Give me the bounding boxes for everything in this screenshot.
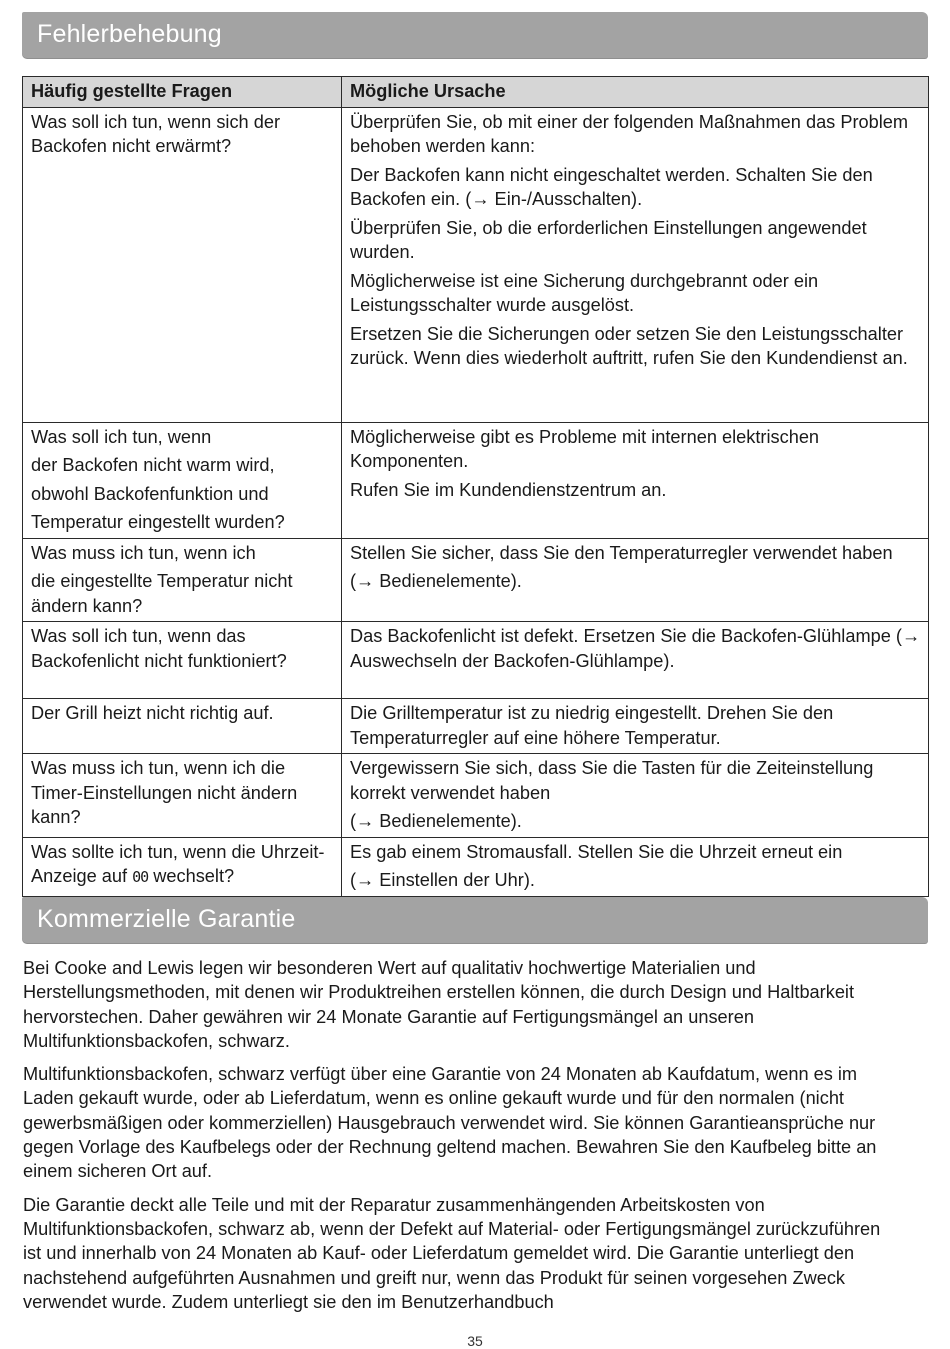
section-title: Fehlerbehebung	[37, 20, 222, 48]
question-text: Temperatur eingestellt wurden?	[31, 512, 285, 532]
column-header-cause: Mögliche Ursache	[342, 77, 929, 108]
warranty-paragraph: Multifunktionsbackofen, schwarz verfügt über eine Garantie von 24 Monaten ab Kaufdatum, wenn es im Laden gekauft wurde, oder ab Lieferdatum, wenn es online gekauft wurde und für den normalen (nicht gewerbsmäßigen oder kommerziellen) Hausgebrauch verwendet wird. Sie können Garantieansprüche nur gegen Vorlage des Kaufbelegs oder der Rechnung geltend machen. Bewahren Sie den Kaufbeleg bitte an einem sicheren Ort auf.	[23, 1064, 877, 1182]
question-text: die eingestellte Temperatur nicht ändern kann?	[31, 571, 293, 616]
table-row	[23, 754, 929, 838]
answer-text: Der Backofen kann nicht eingeschaltet werden. Schalten Sie den Backofen ein. (→ Ein-/Ausschalten).	[350, 164, 873, 209]
answer-cell	[342, 538, 929, 622]
clock-display-glyph: 00	[132, 868, 149, 886]
section-banner-warranty	[22, 897, 928, 943]
question-prefix: Was sollte ich tun, wenn die Uhrzeit-Anzeige auf	[31, 841, 325, 886]
question-suffix: wechselt?	[153, 866, 235, 886]
answer-text: Es gab einem Stromausfall. Stellen Sie die Uhrzeit erneut ein	[350, 841, 843, 862]
answer-text: Überprüfen Sie, ob mit einer der folgenden Maßnahmen das Problem behoben werden kann:	[350, 111, 909, 156]
question-text	[31, 840, 334, 890]
faq-table	[22, 76, 929, 897]
question-text: Der Grill heizt nicht richtig auf.	[31, 703, 274, 723]
answer-cell	[342, 837, 929, 896]
question-cell	[23, 107, 342, 422]
table-row	[23, 699, 929, 754]
table-row	[23, 622, 929, 699]
question-text: Was soll ich tun, wenn sich der Backofen nicht erwärmt?	[31, 111, 281, 156]
answer-text: (→ Bedienelemente).	[350, 571, 522, 591]
question-cell	[23, 837, 342, 896]
question-text: der Backofen nicht warm wird,	[31, 455, 275, 475]
question-cell	[23, 538, 342, 622]
answer-text: Möglicherweise ist eine Sicherung durchgebrannt oder ein Leistungsschalter wurde ausgelöst.	[350, 270, 819, 315]
section-banner-troubleshooting	[22, 12, 928, 58]
section-title: Kommerzielle Garantie	[37, 905, 296, 933]
table-row	[23, 538, 929, 622]
warranty-text	[23, 956, 903, 1323]
table-row	[23, 837, 929, 896]
warranty-paragraph: Bei Cooke and Lewis legen wir besonderen Wert auf qualitativ hochwertige Materialien und Herstellungsmethoden, mit denen wir Produktreihen erstellen können, die durch Design und Haltbarkeit hervorstechen. Daher gewähren wir 24 Monate Garantie auf Fertigungsmängel an unseren Multifunktionsbackofen, schwarz.	[23, 958, 855, 1051]
answer-text: (→ Einstellen der Uhr).	[350, 870, 535, 890]
question-text: Was soll ich tun, wenn	[31, 426, 212, 447]
answer-cell	[342, 107, 929, 422]
answer-text: Die Grilltemperatur ist zu niedrig eingestellt. Drehen Sie den Temperaturregler auf eine höhere Temperatur.	[350, 703, 834, 748]
column-header-question: Häufig gestellte Fragen	[23, 77, 342, 108]
table-row	[23, 107, 929, 422]
answer-cell	[342, 754, 929, 838]
question-text: Was muss ich tun, wenn ich die Timer-Einstellungen nicht ändern kann?	[31, 758, 298, 827]
answer-cell	[342, 422, 929, 538]
answer-cell	[342, 699, 929, 754]
answer-text: Das Backofenlicht ist defekt. Ersetzen Sie die Backofen-Glühlampe (→ Auswechseln der Backofen-Glühlampe).	[350, 626, 921, 671]
question-cell	[23, 699, 342, 754]
answer-text: Rufen Sie im Kundendienstzentrum an.	[350, 479, 667, 500]
table-row	[23, 422, 929, 538]
question-cell	[23, 754, 342, 838]
question-cell	[23, 422, 342, 538]
question-cell	[23, 622, 342, 699]
answer-text: Ersetzen Sie die Sicherungen oder setzen Sie den Leistungsschalter zurück. Wenn dies wiederholt auftritt, rufen Sie den Kundendienst an.	[350, 323, 908, 368]
answer-text: Stellen Sie sicher, dass Sie den Temperaturregler verwendet haben	[350, 542, 893, 563]
question-text: Was soll ich tun, wenn das Backofenlicht nicht funktioniert?	[31, 626, 287, 671]
page-number: 35	[467, 1333, 483, 1349]
answer-cell	[342, 622, 929, 699]
warranty-paragraph: Die Garantie deckt alle Teile und mit der Reparatur zusammenhängenden Arbeitskosten von Multifunktionsbackofen, schwarz ab, wenn der Defekt auf Material- oder Fertigungsmängel zurückzuführen ist und innerhalb von 24 Monaten ab Kauf- oder Lieferdatum gemeldet wird. Die Garantie unterliegt den nachstehend aufgeführten Ausnahmen und greift nur, wenn das Produkt für seinen vorgesehen Zweck verwendet wurde. Zudem unterliegt sie den im Benutzerhandbuch	[23, 1194, 881, 1312]
answer-text: Möglicherweise gibt es Probleme mit internen elektrischen Komponenten.	[350, 426, 820, 471]
question-text: Was muss ich tun, wenn ich	[31, 542, 256, 563]
question-text: obwohl Backofenfunktion und	[31, 483, 269, 504]
answer-text: (→ Bedienelemente).	[350, 811, 522, 831]
answer-text: Vergewissern Sie sich, dass Sie die Tasten für die Zeiteinstellung korrekt verwendet haben	[350, 758, 874, 803]
table-header-row	[23, 77, 929, 108]
answer-text: Überprüfen Sie, ob die erforderlichen Einstellungen angewendet wurden.	[350, 217, 867, 262]
